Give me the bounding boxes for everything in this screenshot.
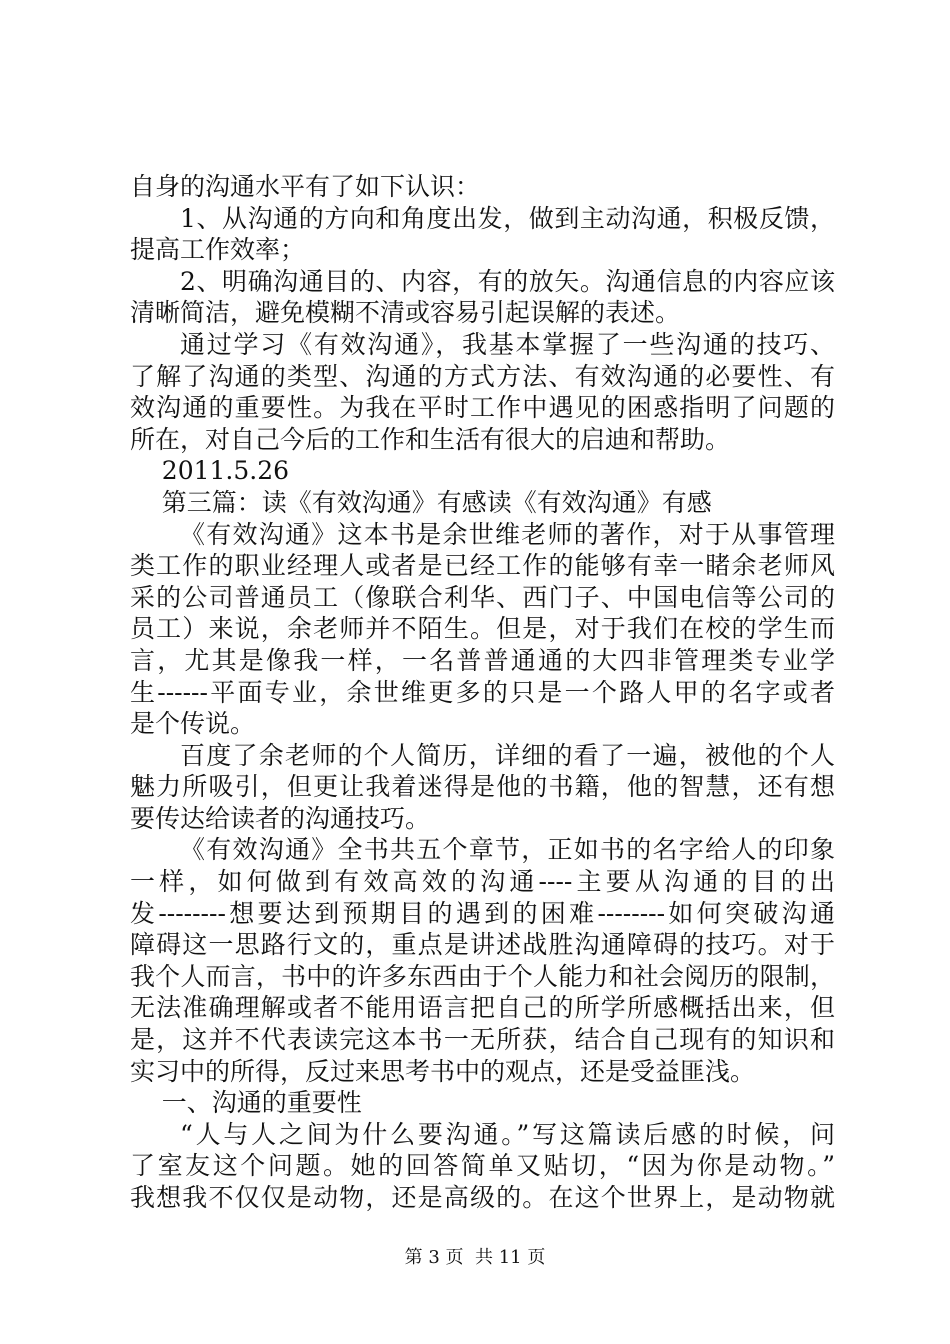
text-line: 是个传说。 [130, 709, 256, 739]
text-line: 一样，如何做到有效高效的沟通----主要从沟通的目的出 [130, 867, 835, 897]
text-line: 是，这并不代表读完这本书一无所获，结合自己现有的知识和 [130, 1025, 835, 1055]
text-line: 2011.5.26 [130, 456, 290, 486]
text-line: 实习中的所得，反过来思考书中的观点，还是受益匪浅。 [130, 1056, 756, 1086]
text-line: 魅力所吸引，但更让我着迷得是他的书籍，他的智慧，还有想 [130, 772, 835, 802]
text-line: 了解了沟通的类型、沟通的方式方法、有效沟通的必要性、有 [130, 361, 835, 391]
text-line: 采的公司普通员工（像联合利华、西门子、中国电信等公司的 [130, 582, 835, 612]
text-line: 发--------想要达到预期目的遇到的困难--------如何突破沟通 [130, 898, 835, 928]
text-line: 清晰简洁，避免模糊不清或容易引起误解的表述。 [130, 298, 681, 328]
text-line: 类工作的职业经理人或者是已经工作的能够有幸一睹余老师风 [130, 551, 835, 581]
text-line: 无法准确理解或者不能用语言把自己的所学所感概括出来，但 [130, 993, 835, 1023]
text-line: 自身的沟通水平有了如下认识： [130, 172, 481, 201]
text-line: 所在，对自己今后的工作和生活有很大的启迪和帮助。 [130, 424, 731, 454]
page-footer: 第 3 页 共 11 页 [404, 1247, 546, 1268]
text-line: 言，尤其是像我一样，一名普普通通的大四非管理类专业学 [130, 645, 835, 675]
text-line: 《有效沟通》这本书是余世维老师的著作，对于从事管理 [180, 519, 835, 549]
text-line: 生------平面专业，余世维更多的只是一个路人甲的名字或者 [130, 677, 835, 707]
text-line: 我想我不仅仅是动物，还是高级的。在这个世界上，是动物就 [130, 1183, 835, 1212]
document-body [130, 171, 835, 1214]
text-line: 百度了余老师的个人简历，详细的看了一遍，被他的个人 [180, 740, 835, 770]
text-line: 员工）来说，余老师并不陌生。但是，对于我们在校的学生而 [130, 614, 835, 644]
text-line: 1、从沟通的方向和角度出发，做到主动沟通，积极反馈， [180, 203, 835, 233]
text-line: 2、明确沟通目的、内容，有的放矢。沟通信息的内容应该 [180, 266, 835, 296]
text-line: “人与人之间为什么要沟通。”写这篇读后感的时候，问 [180, 1119, 835, 1149]
text-line: 提高工作效率； [130, 235, 306, 265]
text-line: 一、沟通的重要性 [130, 1088, 362, 1118]
text-line: 了室友这个问题。她的回答简单又贴切，“因为你是动物。” [130, 1151, 835, 1181]
text-line: 《有效沟通》全书共五个章节，正如书的名字给人的印象 [180, 835, 835, 865]
text-line: 通过学习《有效沟通》，我基本掌握了一些沟通的技巧、 [180, 329, 835, 359]
text-line: 我个人而言，书中的许多东西由于个人能力和社会阅历的限制， [130, 961, 835, 991]
text-line: 效沟通的重要性。为我在平时工作中遇见的困惑指明了问题的 [130, 393, 835, 423]
text-line: 要传达给读者的沟通技巧。 [130, 803, 431, 833]
text-line: 障碍这一思路行文的，重点是讲述战胜沟通障碍的技巧。对于 [130, 930, 835, 960]
text-line: 第三篇：读《有效沟通》有感读《有效沟通》有感 [130, 487, 712, 517]
